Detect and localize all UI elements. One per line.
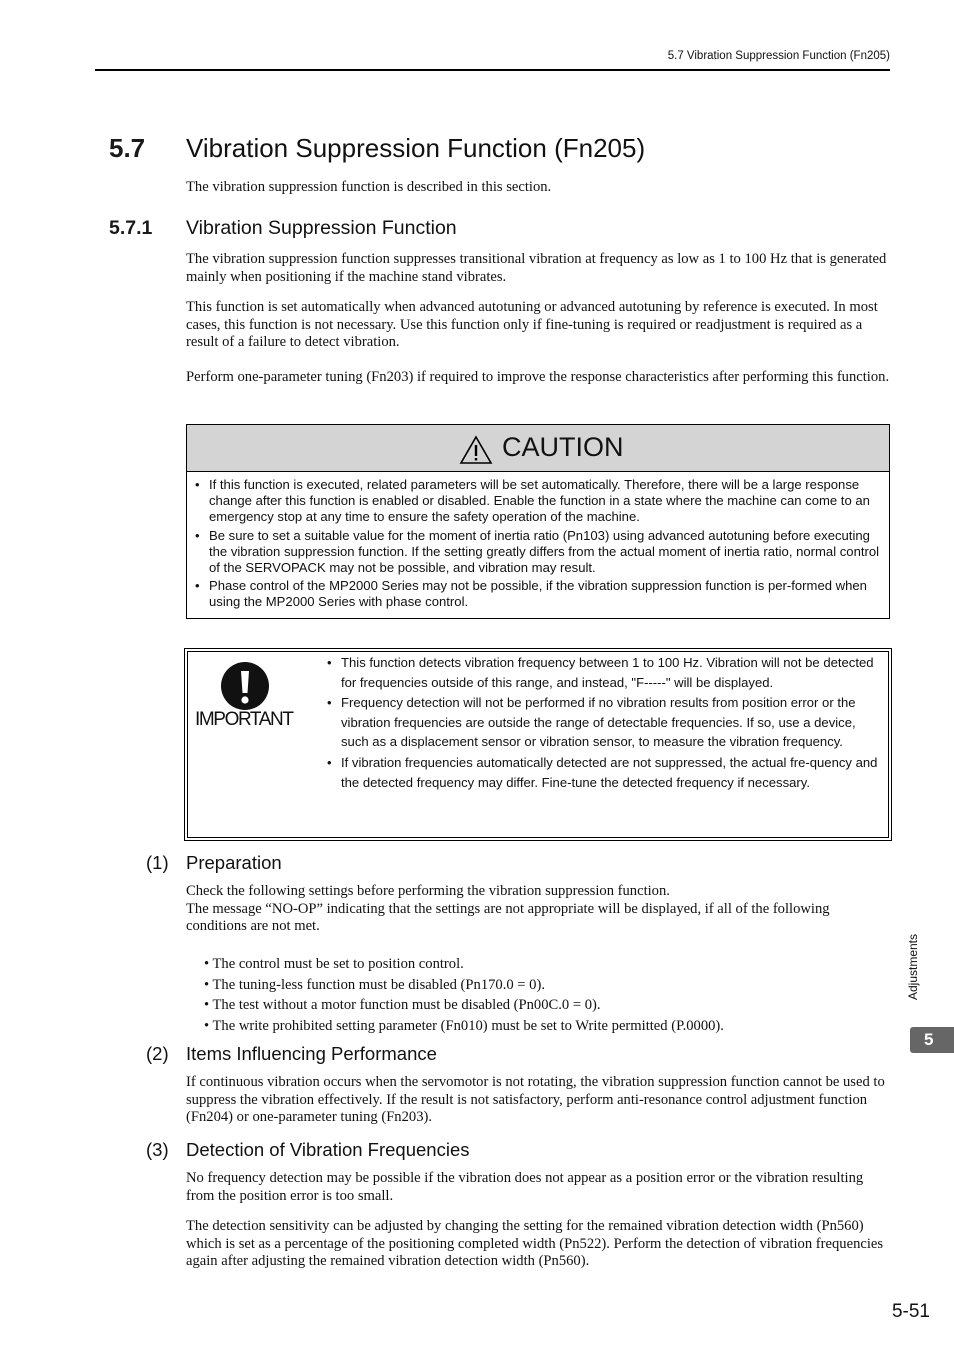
- important-label: IMPORTANT: [195, 709, 293, 730]
- subsection-number: 5.7.1: [109, 217, 153, 239]
- subheading-number: (3): [146, 1139, 169, 1160]
- important-item: • If vibration frequencies automatically detected are not suppressed, the actual fre-quency and the detected frequency may differ. Fine-tune the detected frequency if necessary.: [341, 753, 883, 792]
- paragraph: Perform one-parameter tuning (Fn203) if required to improve the response characteristics after performing this function.: [186, 369, 890, 385]
- subheading-title: Items Influencing Performance: [186, 1043, 437, 1064]
- subheading-title: Detection of Vibration Frequencies: [186, 1139, 470, 1160]
- caution-box: [186, 424, 890, 619]
- caution-item: • If this function is executed, related parameters will be set automatically. Therefore, there will be a large response change after this function is enabled or disabled. Enable the function in a state where the machine can come to an emergency stop at any time to ensure the safety operation of the machine.: [209, 477, 884, 526]
- list-item: • The test without a motor function must be disabled (Pn00C.0 = 0).: [204, 997, 601, 1014]
- list-item: • The tuning-less function must be disabled (Pn170.0 = 0).: [204, 976, 545, 993]
- caution-item: • Phase control of the MP2000 Series may not be possible, if the vibration suppression function is per-formed when using the MP2000 Series with phase control.: [209, 578, 884, 610]
- warning-triangle-icon: [459, 435, 493, 465]
- section-title: Vibration Suppression Function (Fn205): [186, 133, 646, 163]
- paragraph-line: Check the following settings before performing the vibration suppression function.: [186, 883, 670, 899]
- list-item: • The write prohibited setting parameter (Fn010) must be set to Write permitted (P.0000).: [204, 1018, 724, 1035]
- subheading-preparation: [146, 852, 282, 874]
- paragraph: The detection sensitivity can be adjusted by changing the setting for the remained vibration detection width (Pn560) which is set as a percentage of the positioning completed width (Pn522). Perform the detection of vibration frequencies again after adjusting the remained vibration detection width (Pn560).: [186, 1218, 884, 1270]
- page-number: 5-51: [891, 1301, 930, 1322]
- paragraph-line: The message “NO-OP” indicating that the settings are not appropriate will be displayed, if all of the following conditions are not met.: [186, 900, 830, 935]
- subheading-performance: [146, 1043, 437, 1065]
- subheading-number: (1): [146, 852, 169, 873]
- subheading-detection: [146, 1139, 470, 1161]
- side-tab-label: Adjustments: [906, 933, 920, 1001]
- chapter-tab: 5: [910, 1027, 954, 1053]
- caution-list: [209, 477, 884, 613]
- paragraph: [186, 883, 890, 936]
- section-intro: The vibration suppression function is described in this section.: [186, 179, 552, 195]
- subheading-title: Preparation: [186, 852, 282, 873]
- subsection-title: Vibration Suppression Function: [186, 217, 457, 239]
- important-list: [341, 653, 883, 793]
- exclamation-icon: [221, 662, 269, 710]
- paragraph: This function is set automatically when advanced autotuning or advanced autotuning by reference is executed. In most cases, this function is not necessary. Use this function only if fine-tuning is required or readjustment is required as a result of a failure to detect vibration.: [186, 299, 878, 351]
- caution-title: CAUTION: [502, 432, 624, 462]
- paragraph: If continuous vibration occurs when the servomotor is not rotating, the vibration suppression function cannot be used to suppress the vibration effectively. If the result is not satisfactory, perform anti-resonance control adjustment function (Fn204) or one-parameter tuning (Fn203).: [186, 1074, 885, 1126]
- caution-header: [187, 425, 889, 472]
- paragraph: The vibration suppression function suppresses transitional vibration at frequency as low as 1 to 100 Hz that is generated mainly when positioning if the machine stand vibrates.: [186, 251, 887, 285]
- section-number: 5.7: [109, 133, 146, 163]
- paragraph: No frequency detection may be possible if the vibration does not appear as a position error or the vibration resulting from the position error is too small.: [186, 1170, 864, 1204]
- subheading-number: (2): [146, 1043, 169, 1064]
- list-item: • The control must be set to position control.: [204, 956, 464, 972]
- header-rule: [95, 69, 890, 71]
- important-item: • Frequency detection will not be performed if no vibration results from position error or the vibration frequencies are outside the range of detectable frequencies. If so, use a device, such as a displacement sensor or vibration sensor, to measure the vibration frequency.: [341, 693, 883, 752]
- preparation-bullets: [204, 954, 724, 1037]
- running-header: 5.7 Vibration Suppression Function (Fn205): [667, 50, 890, 62]
- important-item: • This function detects vibration frequency between 1 to 100 Hz. Vibration will not be detected for frequencies outside of this range, and instead, "F-----" will be displayed.: [341, 653, 883, 692]
- caution-item: • Be sure to set a suitable value for the moment of inertia ratio (Pn103) using advanced autotuning before executing the vibration suppression function. If the setting greatly differs from the actual moment of inertia ratio, normal control of the SERVOPACK may not be possible, and vibration may result.: [209, 528, 884, 577]
